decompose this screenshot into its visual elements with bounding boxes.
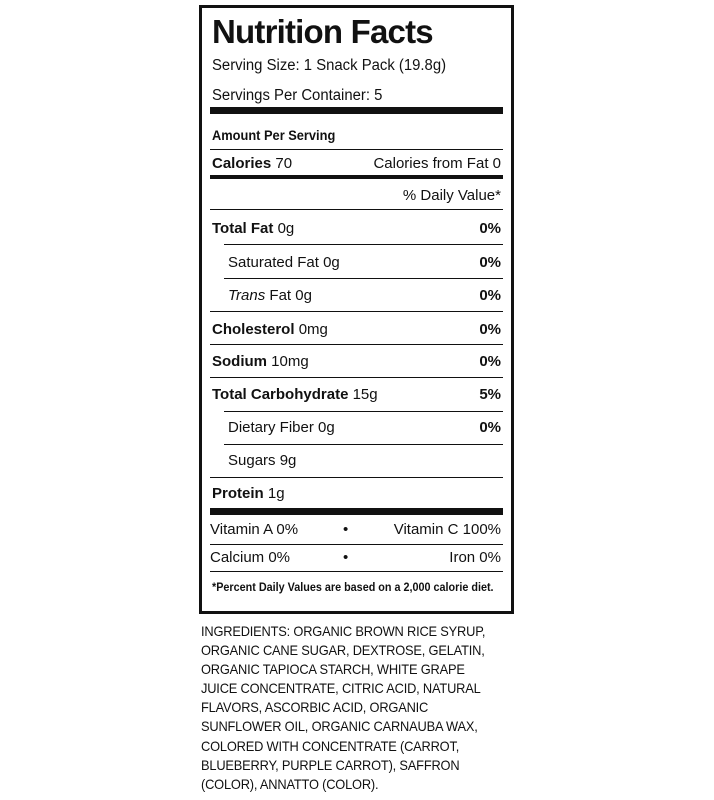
ingredients-line: FLAVORS, ASCORBIC ACID, ORGANIC xyxy=(201,700,429,716)
divider-thick xyxy=(210,107,503,114)
divider xyxy=(224,444,503,445)
nutrient-name: Dietary Fiber xyxy=(228,419,314,436)
vitamin-a: Vitamin A 0% xyxy=(210,521,299,538)
divider-medium xyxy=(210,175,503,179)
nutrient-row-trans-fat xyxy=(228,286,312,306)
divider-thick xyxy=(210,508,503,515)
nutrient-amount: 0g xyxy=(295,287,312,304)
nutrient-dv: 0% xyxy=(479,254,501,271)
vitamin-c: Vitamin C 100% xyxy=(393,521,501,538)
ingredients-line: JUICE CONCENTRATE, CITRIC ACID, NATURAL xyxy=(201,681,481,697)
nutrient-dv: 0% xyxy=(479,353,501,370)
nutrient-amount: 10mg xyxy=(271,353,309,370)
divider xyxy=(210,571,503,572)
divider xyxy=(210,209,503,210)
nutrient-amount: 0mg xyxy=(298,321,328,338)
divider xyxy=(224,244,503,245)
ingredients-list xyxy=(201,622,508,794)
calcium: Calcium 0% xyxy=(210,549,291,566)
nutrient-name: Total Fat xyxy=(212,220,274,237)
nutrient-name: Trans xyxy=(228,287,266,304)
nutrient-amount: 0g xyxy=(277,220,295,237)
divider xyxy=(210,344,503,345)
iron: Iron 0% xyxy=(449,549,501,566)
nutrient-amount: 9g xyxy=(279,452,297,469)
nutrient-amount: 0g xyxy=(323,254,340,271)
ingredients-line: COLORED WITH CONCENTRATE (CARROT, xyxy=(201,738,460,754)
ingredients-line: ORGANIC TAPIOCA STARCH, WHITE GRAPE xyxy=(201,662,465,678)
amount-per-serving: Amount Per Serving xyxy=(212,128,336,143)
nutrient-dv: 0% xyxy=(479,419,501,436)
divider xyxy=(210,477,503,478)
ingredients-line: ORGANIC CANE SUGAR, DEXTROSE, GELATIN, xyxy=(201,643,485,659)
nutrient-dv: 0% xyxy=(479,287,501,304)
nutrient-row-cholesterol xyxy=(212,320,328,340)
servings-per-container: Servings Per Container: 5 xyxy=(212,87,383,104)
nutrient-name-suffix: Fat xyxy=(269,287,292,304)
nutrient-name: Protein xyxy=(212,485,264,502)
nutrient-amount: 15g xyxy=(352,386,378,403)
bullet: • xyxy=(343,549,349,566)
ingredients-line: BLUEBERRY, PURPLE CARROT), SAFFRON xyxy=(201,757,460,773)
ingredients-line: SUNFLOWER OIL, ORGANIC CARNAUBA WAX, xyxy=(201,719,478,735)
calories-row xyxy=(212,154,292,174)
divider xyxy=(210,149,503,150)
nutrient-name: Sugars xyxy=(228,452,276,469)
divider xyxy=(210,377,503,378)
nutrient-name: Cholesterol xyxy=(212,321,295,338)
ingredients-line: INGREDIENTS: ORGANIC BROWN RICE SYRUP, xyxy=(201,624,486,639)
daily-value-header: % Daily Value* xyxy=(402,187,501,204)
nutrient-row-saturated-fat xyxy=(228,253,340,273)
nutrient-dv: 0% xyxy=(479,220,501,237)
nutrient-amount: 0g xyxy=(318,419,335,436)
nutrition-facts-panel xyxy=(199,5,514,614)
calories-from-fat: Calories from Fat 0 xyxy=(373,155,501,172)
divider xyxy=(224,278,503,279)
nutrient-row-total-fat xyxy=(212,219,294,239)
daily-value-footnote: *Percent Daily Values are based on a 2,000 calorie diet. xyxy=(212,580,494,594)
nutrient-row-sugars xyxy=(228,451,296,471)
nutrient-dv: 0% xyxy=(479,321,501,338)
calories-value: 70 xyxy=(275,155,293,172)
nutrient-name: Sodium xyxy=(212,353,267,370)
nutrient-row-sodium xyxy=(212,352,309,372)
ingredients-heading: INGREDIENTS: xyxy=(201,624,291,639)
serving-size: Serving Size: 1 Snack Pack (19.8g) xyxy=(212,57,447,74)
nutrient-row-protein xyxy=(212,484,285,504)
divider xyxy=(210,544,503,545)
nutrient-amount: 1g xyxy=(267,485,285,502)
calories-label: Calories xyxy=(212,155,272,172)
divider xyxy=(224,411,503,412)
nutrient-row-dietary-fiber xyxy=(228,418,335,438)
bullet: • xyxy=(343,521,349,538)
nutrient-name: Saturated Fat xyxy=(228,254,319,271)
nutrition-facts-title: Nutrition Facts xyxy=(212,13,433,50)
ingredients-line: (COLOR), ANNATTO (COLOR). xyxy=(201,776,379,792)
nutrient-name: Total Carbohydrate xyxy=(212,386,349,403)
nutrient-row-total-carbohydrate xyxy=(212,385,378,405)
divider xyxy=(210,311,503,312)
nutrient-dv: 5% xyxy=(479,386,501,403)
